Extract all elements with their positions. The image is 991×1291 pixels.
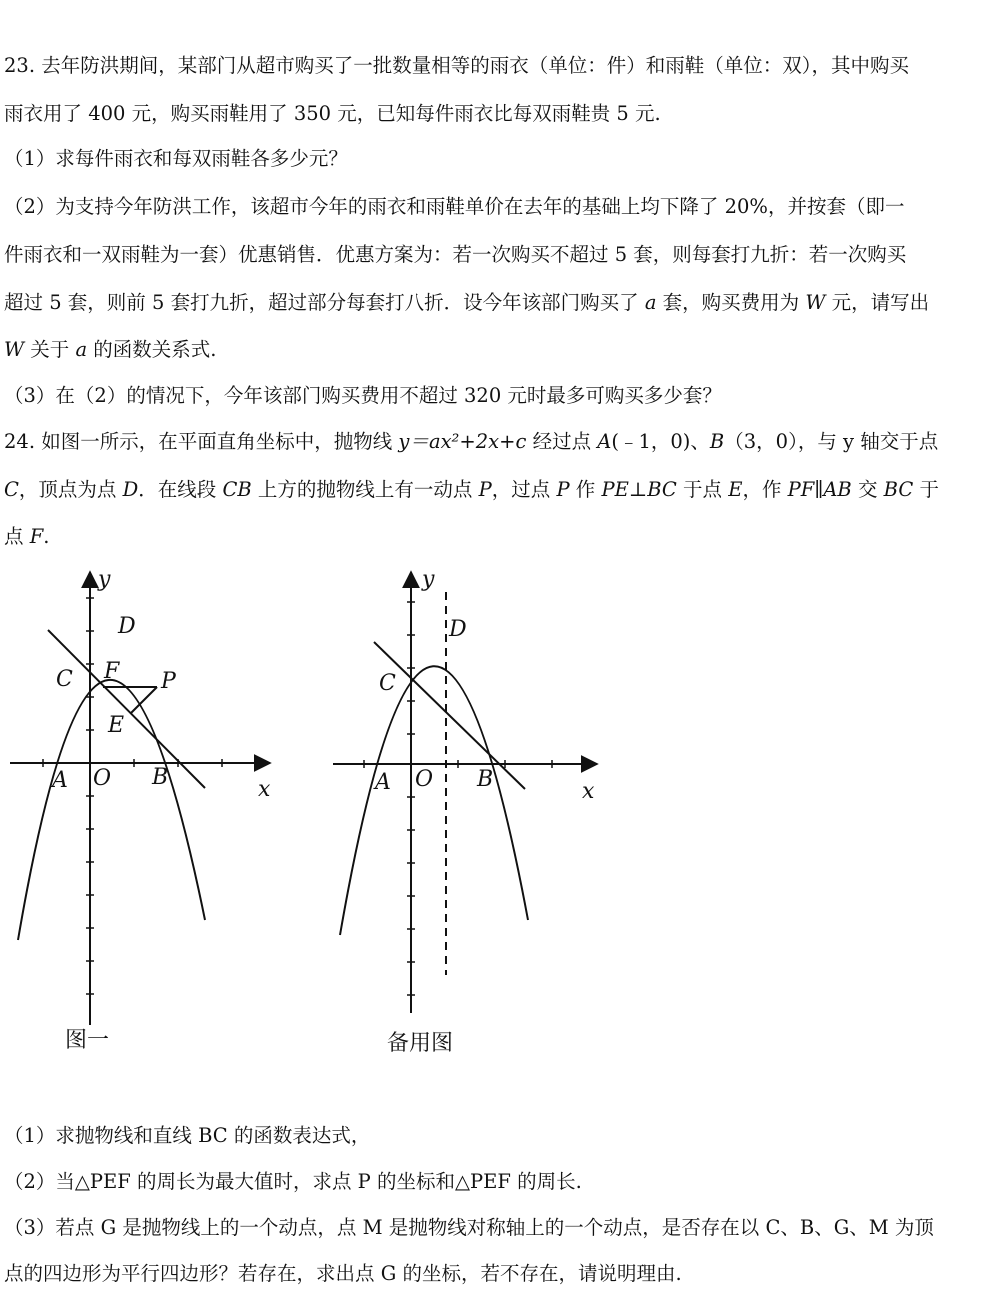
text-segment: 的函数关系式.: [87, 338, 217, 361]
q23-line-1: 23. 去年防洪期间，某部门从超市购买了一批数量相等的雨衣（单位：件）和雨鞋（单位：双），其中购买: [4, 54, 909, 77]
segment-PE: PE: [601, 478, 629, 501]
var-W: W: [4, 338, 25, 361]
segment-PE: [131, 687, 157, 713]
parabola-equation: y＝ax²+2x+c: [398, 430, 527, 453]
text-segment: （3，0），与 y 轴交于点: [724, 430, 939, 453]
text-segment: ，过点: [491, 478, 557, 501]
segment-PF: PF: [787, 478, 815, 501]
point-B: B: [709, 430, 725, 453]
label-C: C: [379, 671, 396, 696]
q23-line-2: 雨衣用了 400 元，购买雨鞋用了 350 元，已知每件雨衣比每双雨鞋贵 5 元.: [4, 102, 661, 125]
text-segment: 套，购买费用为: [656, 291, 806, 314]
figure-svg: [0, 560, 991, 1080]
q24-part-1: （1）求抛物线和直线 BC 的函数表达式，: [4, 1124, 371, 1147]
figure-1-ticks: [43, 598, 222, 994]
segment-BC: BC: [647, 478, 677, 501]
figure-1-caption: 图一: [65, 1028, 110, 1053]
point-P: P: [556, 478, 570, 501]
point-P: P: [478, 478, 492, 501]
q24-line-1: [4, 430, 938, 454]
text-segment: 关于: [24, 338, 76, 361]
parallel-symbol: ∥: [814, 478, 824, 501]
point-A: A: [597, 430, 612, 453]
q23-part-1: （1）求每件雨衣和每双雨鞋各多少元？: [4, 147, 348, 170]
q23-part-2-line-4: [4, 338, 217, 362]
text-segment: 于点: [676, 478, 729, 501]
label-C: C: [56, 667, 73, 692]
label-F: F: [104, 659, 120, 684]
q23-part-2-line-2: 件雨衣和一双雨鞋为一套）优惠销售．优惠方案为：若一次购买不超过 5 套，则每套打九折：若一次购买: [4, 243, 907, 266]
text-segment: 24. 如图一所示，在平面直角坐标中，抛物线: [4, 430, 399, 453]
point-C: C: [4, 478, 19, 501]
text-segment: ，作: [742, 478, 788, 501]
label-D: D: [449, 617, 467, 642]
label-A: A: [375, 770, 391, 795]
label-D: D: [118, 614, 136, 639]
q23-part-2-line-1: （2）为支持今年防洪工作，该超市今年的雨衣和雨鞋单价在去年的基础上均下降了 20%，并按套（即一: [4, 195, 905, 218]
text-segment: ．在线段: [138, 478, 223, 501]
text-segment: ，顶点为点: [18, 478, 123, 501]
line-BC: [48, 630, 205, 788]
text-segment: 上方的抛物线上有一动点: [251, 478, 479, 501]
q23-part-2-line-3: [4, 291, 929, 315]
point-F: F: [29, 525, 44, 548]
figure-1: [10, 572, 270, 1025]
var-a: a: [75, 338, 88, 361]
label-P: P: [161, 669, 176, 694]
text-segment: 于: [913, 478, 939, 501]
q24-part-4: 点的四边形为平行四边形？若存在，求出点 G 的坐标，若不存在，请说明理由.: [4, 1262, 682, 1285]
line-BC: [374, 642, 525, 789]
q24-line-3: [4, 525, 49, 549]
figures: [0, 560, 991, 1080]
label-E: E: [108, 713, 125, 738]
text-segment: 作: [569, 478, 602, 501]
text-segment: .: [43, 525, 50, 548]
q24-part-3: （3）若点 G 是抛物线上的一个动点，点 M 是抛物线对称轴上的一个动点，是否存在以 C、B、G、M 为顶: [4, 1216, 934, 1239]
label-x: x: [258, 777, 271, 802]
text-segment: 超过 5 套，则前 5 套打九折，超过部分每套打八折．设今年该部门购买了: [4, 291, 645, 314]
segment-CB: CB: [222, 478, 252, 501]
parabola: [340, 666, 528, 935]
segment-AB: AB: [823, 478, 852, 501]
label-y: y: [422, 567, 435, 592]
text-segment: 点: [4, 525, 30, 548]
var-W: W: [805, 291, 826, 314]
label-O: O: [93, 766, 112, 791]
q24-part-2: （2）当△PEF 的周长为最大值时，求点 P 的坐标和△PEF 的周长.: [4, 1170, 582, 1193]
q23-part-3: （3）在（2）的情况下，今年该部门购买费用不超过 320 元时最多可购买多少套？: [4, 384, 722, 407]
var-a: a: [644, 291, 657, 314]
label-A: A: [52, 768, 68, 793]
label-O: O: [415, 767, 434, 792]
point-D: D: [122, 478, 139, 501]
figure-2-caption: 备用图: [387, 1031, 454, 1056]
text-segment: 元，请写出: [825, 291, 930, 314]
text-segment: 交: [851, 478, 884, 501]
q24-line-2: [4, 478, 939, 502]
perp-symbol: ⊥: [628, 478, 648, 501]
point-E: E: [728, 478, 743, 501]
text-segment: (﹣1，0)、: [611, 430, 710, 453]
label-x: x: [582, 779, 595, 804]
text-segment: 经过点: [526, 430, 598, 453]
label-B: B: [152, 765, 169, 790]
label-B: B: [477, 767, 494, 792]
label-y: y: [98, 567, 111, 592]
segment-BC: BC: [883, 478, 914, 501]
